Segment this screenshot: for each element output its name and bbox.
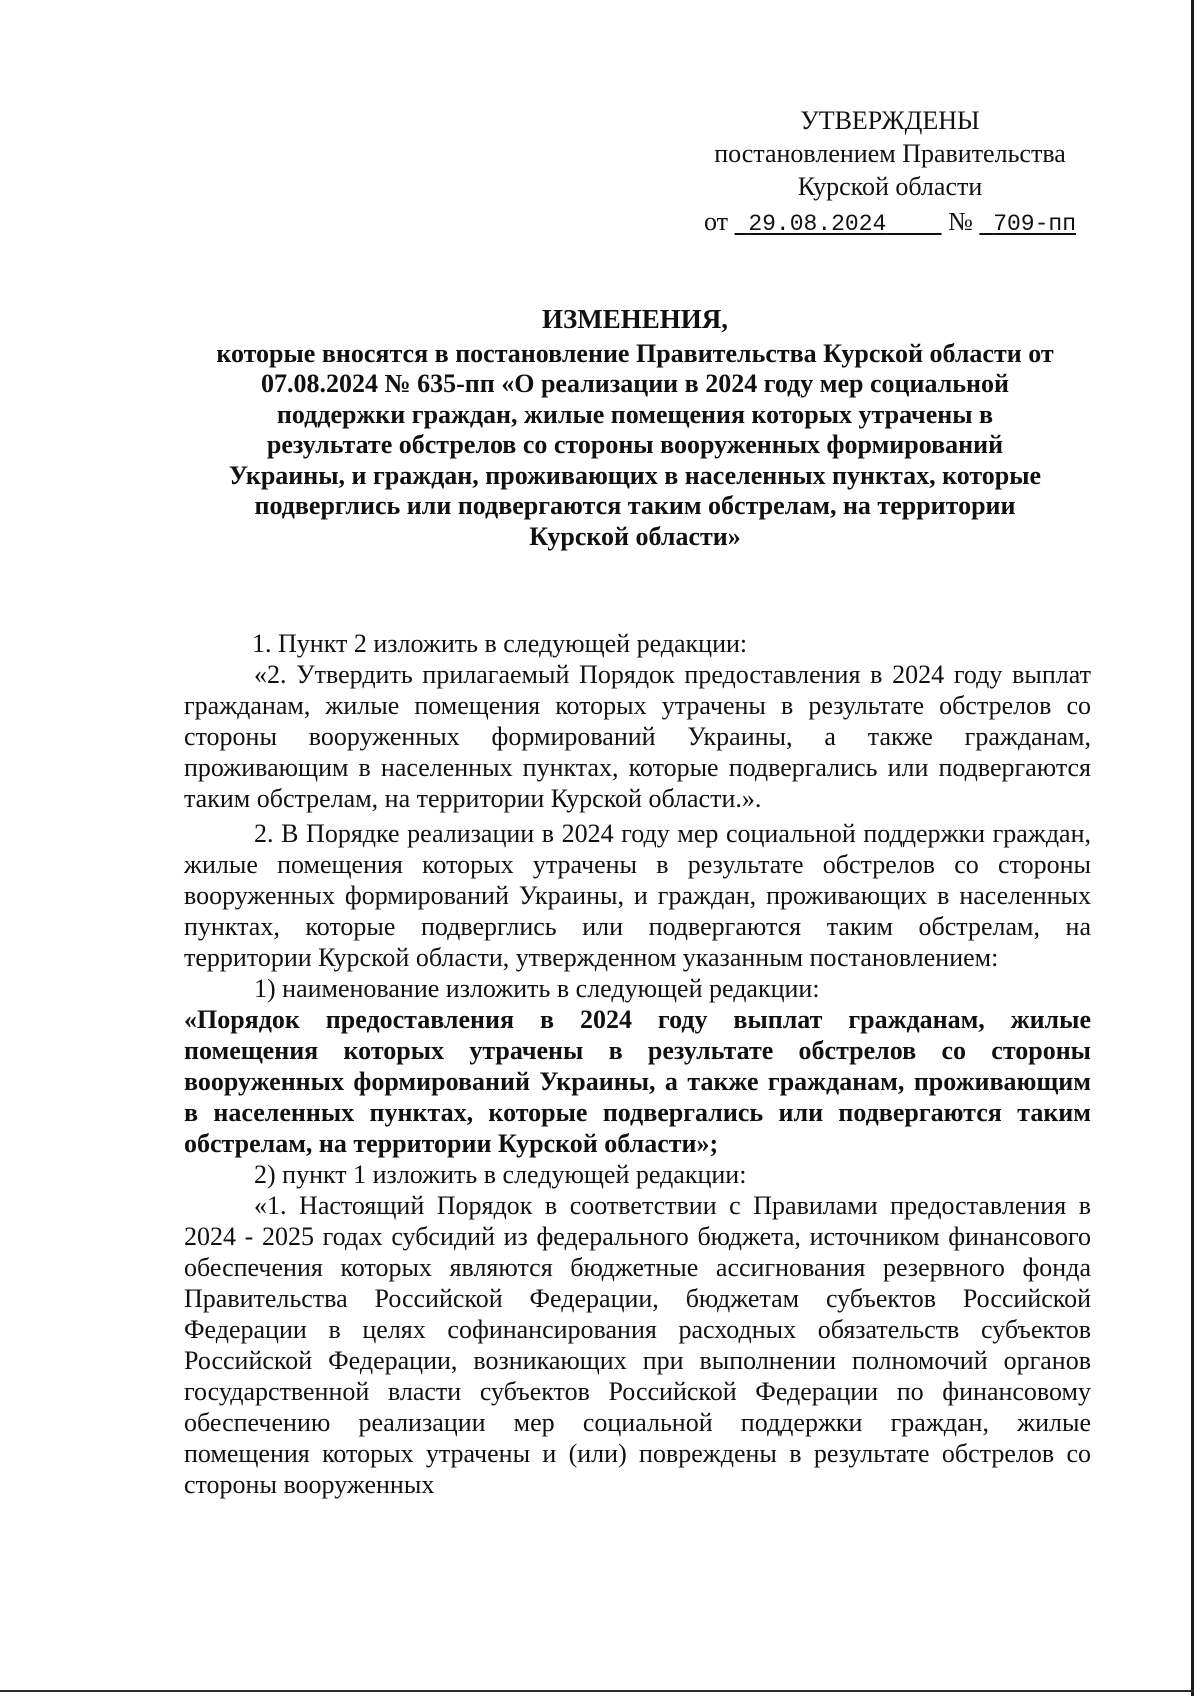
paragraph-item-2-text: «2. Утвердить прилагаемый Порядок предоставления в 2024 году выплат гражданам, жилые помещения которых утрачены в результате обстрелов со стороны вооруженных формирований Украины, а также гражданам, проживающим в населенных пунктах, которые подвергались или подвергаются таким обстрелам, на территории Курской области.». [184,660,1091,813]
heading-line: Украины, и граждан, проживающих в населенных пунктах, которые [228,460,1042,490]
heading-title: ИЗМЕНЕНИЯ, [541,304,728,334]
heading-line: Курской области» [529,521,741,551]
heading-line: результате обстрелов со стороны вооруженных формирований [266,430,1004,459]
scan-border-right [1191,0,1194,1696]
paragraph-item-1: 1. Пункт 2 изложить в следующей редакции: [252,629,748,658]
document-body [184,628,1091,1500]
approval-block [690,104,1090,241]
paragraph-item-3: 2. В Порядке реализации в 2024 году мер социальной поддержки граждан, жилые помещения которых утрачены в результате обстрелов со стороны вооруженных формирований Украины, и граждан, проживающих в населенных пунктах, которые подверглись или подвергаются таким обстрелам, на территории Курской области, утвержденном указанным постановлением: [184,819,1091,972]
date-prefix: от [703,207,728,236]
approval-title: УТВЕРЖДЕНЫ [800,106,980,135]
paragraph-subitem-2: 2) пункт 1 изложить в следующей редакции: [254,1160,747,1189]
approval-date: 29.08.2024 [748,211,887,237]
heading-line: 07.08.2024 № 635-пп «О реализации в 2024 году мер социальной [261,369,1009,398]
heading-line: поддержки граждан, жилые помещения которых утрачены в [276,399,994,429]
number-prefix: № [948,207,973,236]
approval-number: 709-пп [993,211,1077,237]
heading-line: подверглись или подвергаются таким обстрелам, на территории [254,491,1016,520]
paragraph-subitem-1: 1) наименование изложить в следующей редакции: [254,974,820,1003]
approval-authority: постановлением Правительства [714,139,1066,168]
heading-line: которые вносятся в постановление Правительства Курской области от [216,338,1054,368]
paragraph-item-1-text: «1. Настоящий Порядок в соответствии с Правилами предоставления в 2024 - 2025 годах субсидий из федерального бюджета, источником финансового обеспечения которых являются бюджетные ассигнования резервного фонда Правительства Российской Федерации, бюджетам субъектов Российской Федерации в целях софинансирования расходных обязательств субъектов Российской Федерации, возникающих при выполнении полномочий органов государственной власти субъектов Российской Федерации по финансовому обеспечению реализации мер социальной поддержки граждан, жилые помещения которых утрачены и (или) повреждены в результате обстрелов со стороны вооруженных [184,1191,1091,1499]
scan-border-bottom [0,1690,1194,1692]
paragraph-new-title: «Порядок предоставления в 2024 году выплат гражданам, жилые помещения которых утрачены в результате обстрелов со стороны вооруженных формирований Украины, а также гражданам, проживающим в населенных пунктах, которые подвергались или подвергаются таким обстрелам, на территории Курской области»; [184,1005,1091,1158]
approval-date-row [690,205,1090,241]
approval-region: Курской области [797,172,983,201]
document-heading [175,304,1095,552]
